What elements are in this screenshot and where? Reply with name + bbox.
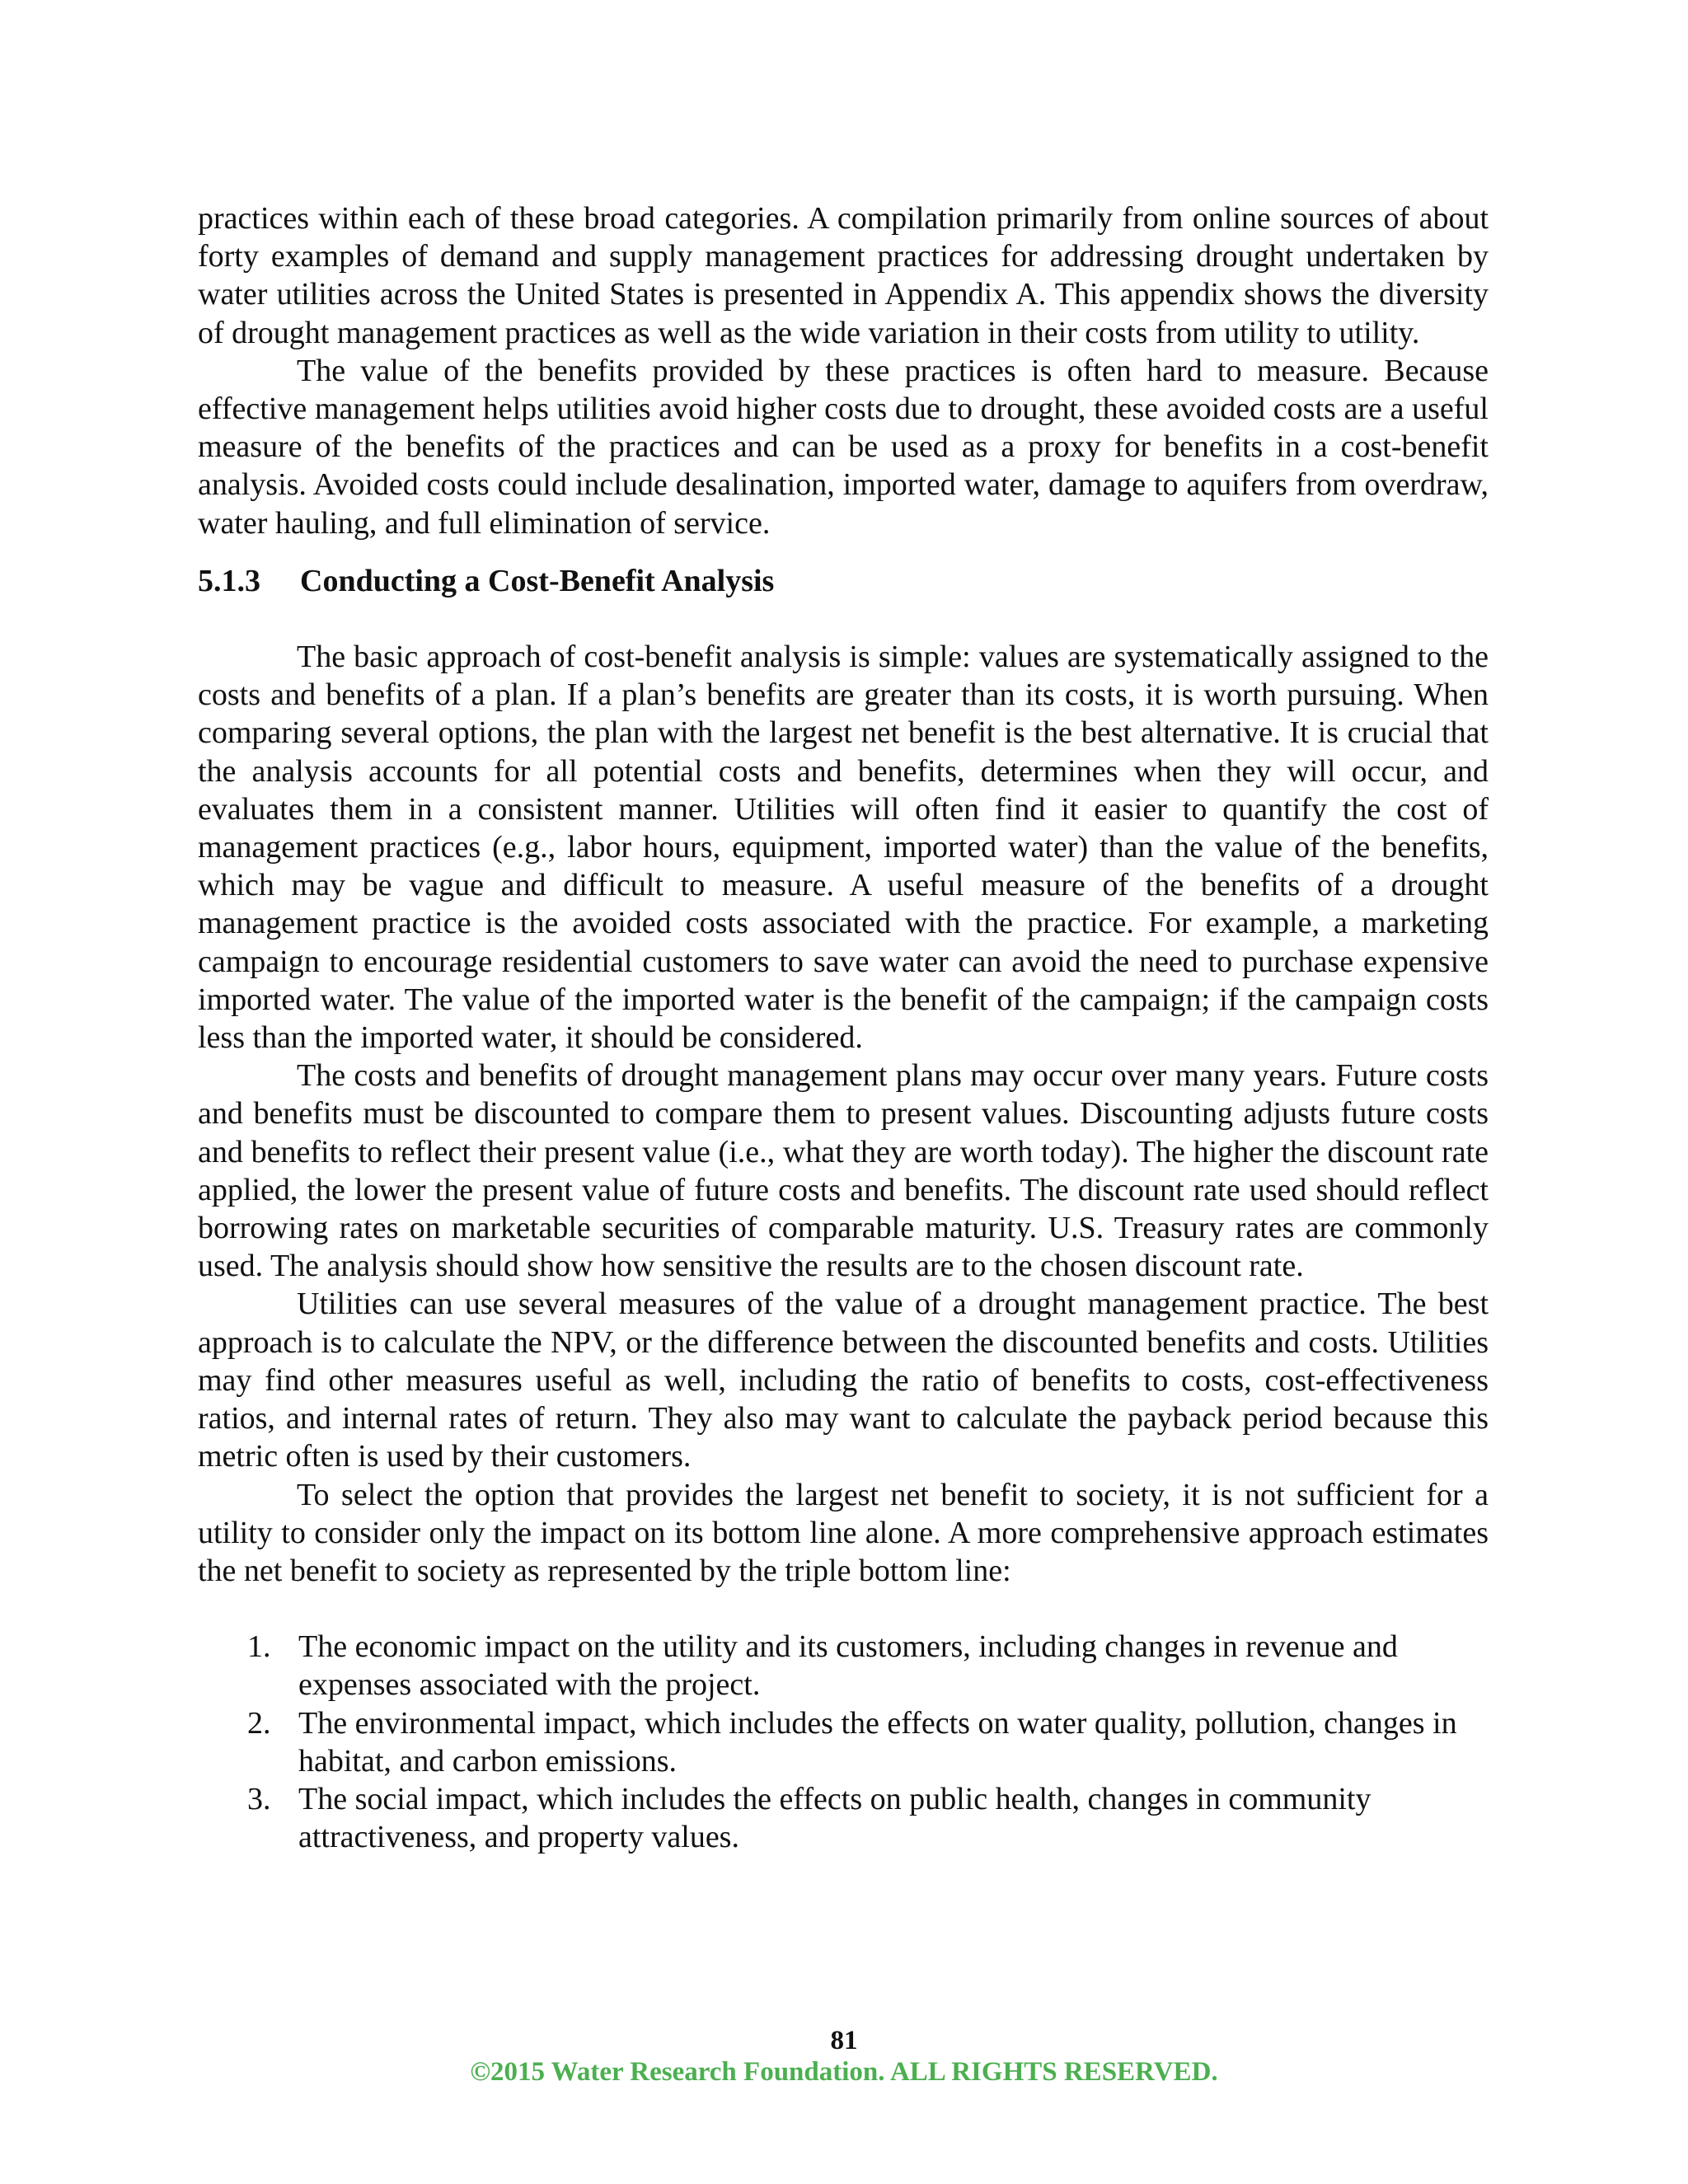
paragraph-intro-continued: practices within each of these broad categories. A compilation primarily from online sources of about forty examples of demand and supply management practices for addressing drought undertaken by water utilities across the United States is presented in Appendix A. This appendix shows the diversity of drought management practices as well as the wide variation in their costs from utility to utility. [198,201,1489,350]
list-item-text: The social impact, which includes the effects on public health, changes in community attractiveness, and property values. [298,1781,1372,1855]
document-body [198,199,1489,1856]
list-item-marker: 1. [247,1629,271,1665]
paragraph-basic-approach: The basic approach of cost-benefit analysis is simple: values are systematically assigned to the costs and benefits of a plan. If a plan’s benefits are greater than its costs, it is worth pursuing. When comparing several options, the plan with the largest net benefit is the best alternative. It is crucial that the analysis accounts for all potential costs and benefits, determines when they will occur, and evaluates them in a consistent manner. Utilities will often find it easier to quantify the cost of management practices (e.g., labor hours, equipment, imported water) than the value of the benefits, which may be vague and difficult to measure. A useful measure of the benefits of a drought management practice is the avoided costs associated with the practice. For example, a marketing campaign to encourage residential customers to save water can avoid the need to purchase expensive imported water. The value of the imported water is the benefit of the campaign; if the campaign costs less than the imported water, it should be considered. [198,640,1489,1056]
paragraph-discounting: The costs and benefits of drought management plans may occur over many years. Future costs and benefits must be discounted to compare them to present values. Discounting adjusts future costs and benefits to reflect their present value (i.e., what they are worth today). The higher the discount rate applied, the lower the present value of future costs and benefits. The discount rate used should reflect borrowing rates on marketable securities of comparable maturity. U.S. Treasury rates are commonly used. The analysis should show how sensitive the results are to the chosen discount rate. [198,1058,1489,1284]
list-item-marker: 2. [247,1705,271,1741]
page-number: 81 [830,2026,858,2055]
paragraph-triple-bottom-line: To select the option that provides the largest net benefit to society, it is not sufficient for a utility to consider only the impact on its bottom line alone. A more comprehensive approach estimates the net benefit to society as represented by the triple bottom line: [198,1477,1489,1588]
list-item-text: The environmental impact, which includes the effects on water quality, pollution, changes in habitat, and carbon emissions. [298,1705,1457,1779]
list-item-text: The economic impact on the utility and its customers, including changes in revenue and expenses associated with the project. [298,1629,1398,1703]
paragraph-avoided-costs: The value of the benefits provided by these practices is often hard to measure. Because effective management helps utilities avoid higher costs due to drought, these avoided costs are a useful measure of the benefits of the practices and can be used as a proxy for benefits in a cost-benefit analysis. Avoided costs could include desalination, imported water, damage to aquifers from overdraw, water hauling, and full elimination of service. [198,353,1489,541]
list-item [198,1780,1489,1856]
section-title: Conducting a Cost-Benefit Analysis [300,563,775,598]
paragraph-measures: Utilities can use several measures of the value of a drought management practice. The best approach is to calculate the NPV, or the difference between the discounted benefits and costs. Utilities may find other measures useful as well, including the ratio of benefits to costs, cost-effectiveness ratios, and internal rates of return. They also may want to calculate the payback period because this metric often is used by their customers. [198,1286,1489,1474]
section-number: 5.1.3 [198,563,260,598]
list-item [198,1628,1489,1704]
list-item-marker: 3. [247,1781,271,1816]
section-heading [198,562,1489,600]
triple-bottom-line-list [198,1628,1489,1856]
list-item [198,1704,1489,1780]
copyright-notice: ©2015 Water Research Foundation. ALL RIGHTS RESERVED. [470,2057,1218,2087]
